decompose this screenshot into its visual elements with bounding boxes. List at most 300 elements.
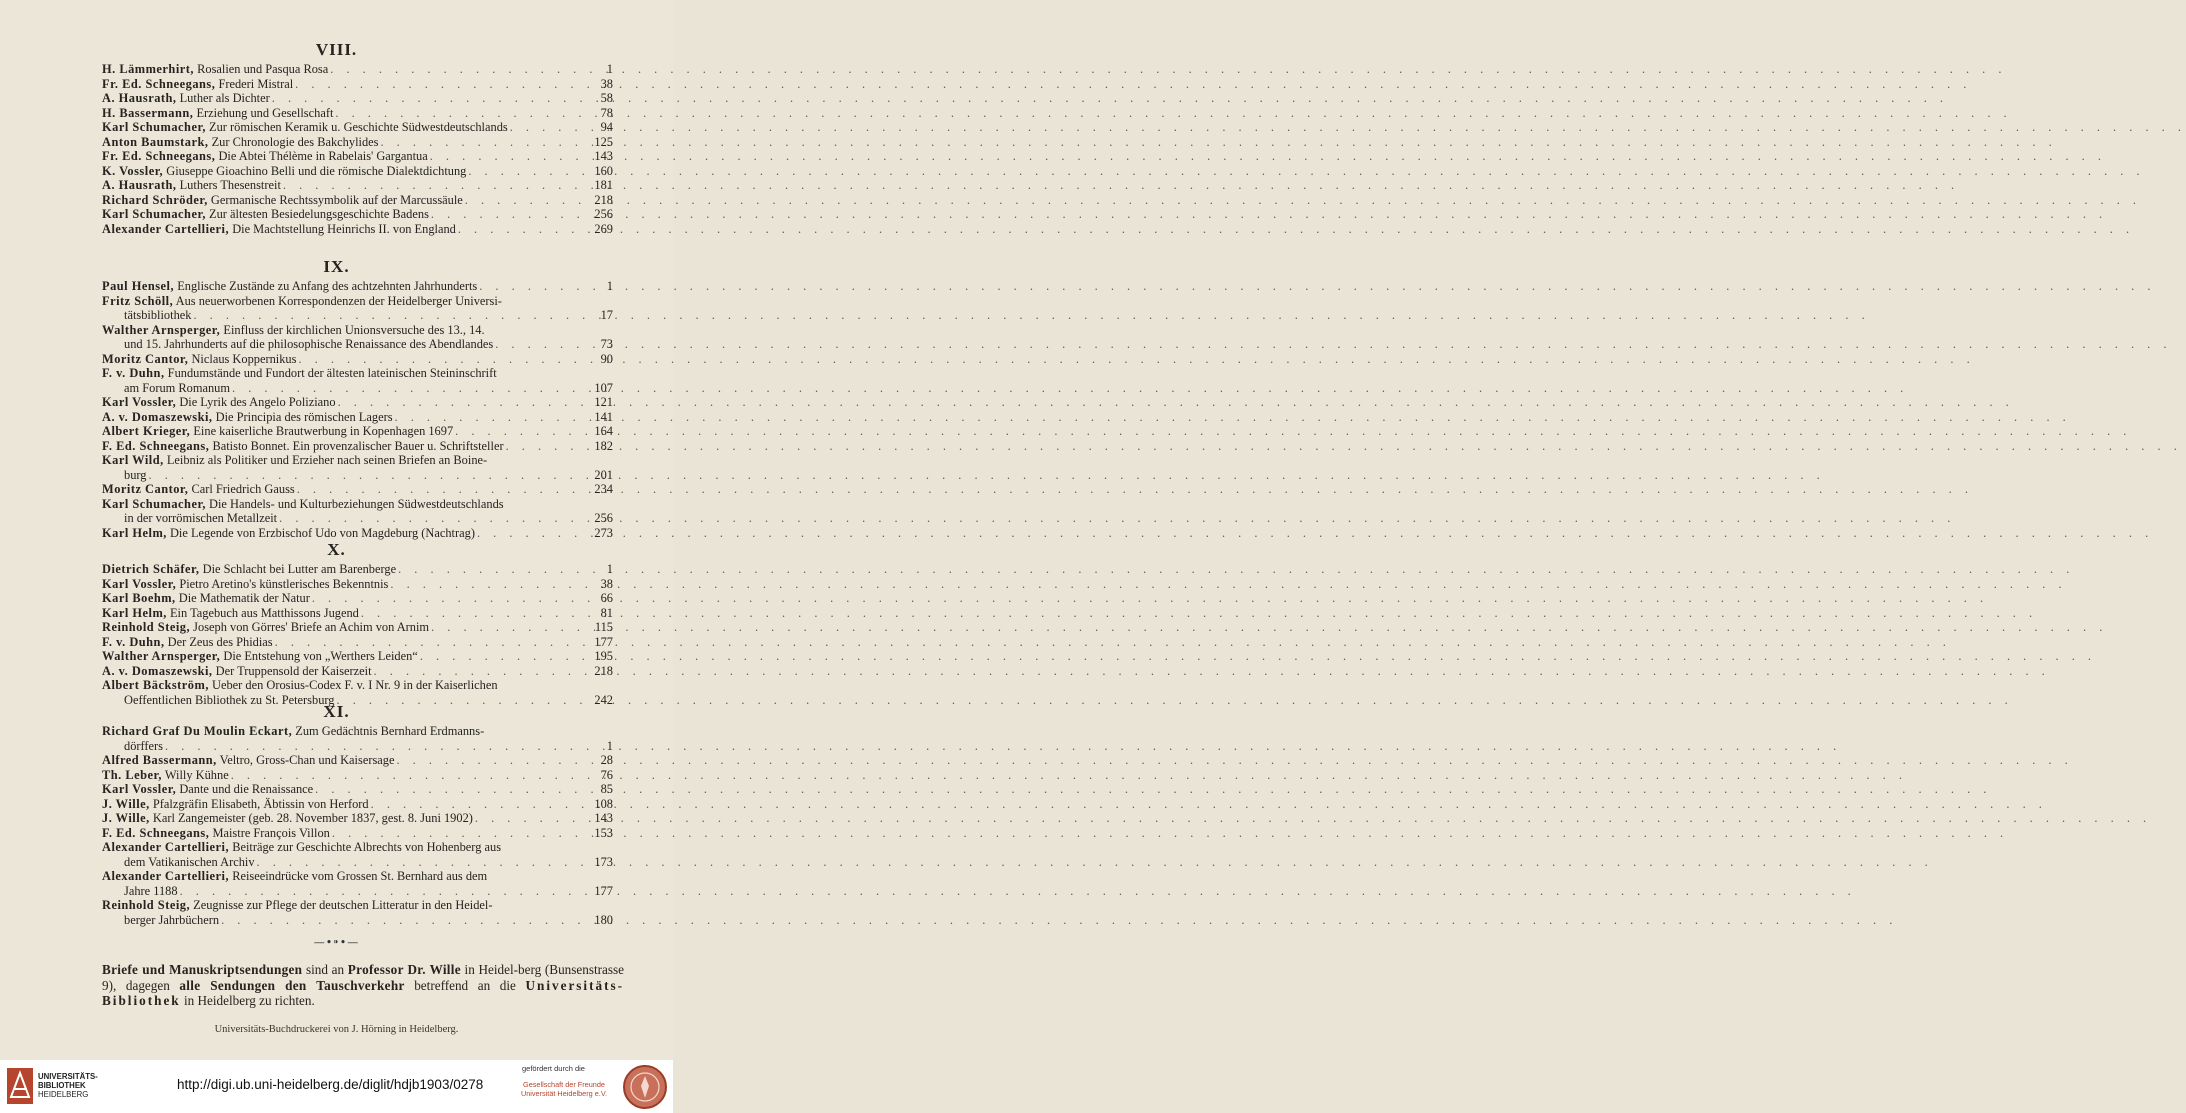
entry-title: Maistre François Villon <box>212 825 330 840</box>
entry-author: H. Lämmerhirt, <box>102 62 194 76</box>
correspondence-notice <box>102 962 624 1009</box>
dot-leader <box>428 149 595 164</box>
entry-title: Frederi Mistral <box>218 76 294 91</box>
entry-title: Veltro, Gross-Chan und Kaisersage <box>219 753 395 767</box>
toc-entry[interactable] <box>102 193 613 208</box>
entry-title: Die Schlacht bei Lutter am Barenberge <box>202 562 397 576</box>
entry-page-number: 1 <box>606 279 613 293</box>
toc-entry[interactable] <box>102 591 613 606</box>
entry-page-number: 121 <box>594 395 613 409</box>
toc-entry[interactable] <box>102 323 613 352</box>
toc-entry-line <box>102 149 613 164</box>
entry-author: J. Wille, <box>102 796 150 811</box>
toc-entry-line <box>102 222 613 237</box>
dot-leader <box>178 884 595 899</box>
entry-author: Albert Bäckström, <box>102 678 209 692</box>
entry-title: Die Principia des römischen Lagers <box>215 409 393 424</box>
entry-title: Germanische Rechtssymbolik auf der Marcussäule <box>210 192 463 207</box>
entry-title: Leibniz als Politiker und Erzieher nach seinen Briefen an Boine- <box>166 453 488 467</box>
entry-title: Batisto Bonnet. Ein provenzalischer Bauer u. Schriftsteller <box>212 438 504 453</box>
toc-entry-line <box>102 577 613 592</box>
toc-entry-line <box>102 526 613 541</box>
toc-entry-line <box>102 62 613 77</box>
dot-leader <box>504 439 595 454</box>
dot-leader <box>296 352 597 367</box>
entry-page-number: 182 <box>594 438 613 453</box>
entry-author: Fritz Schöll, <box>102 293 174 308</box>
digitization-footer <box>0 1060 673 1113</box>
entry-page-number: 38 <box>600 76 613 91</box>
dot-leader <box>270 91 597 106</box>
sponsor-name <box>514 1080 614 1098</box>
entry-page-number: 141 <box>594 409 613 424</box>
entry-page-number: 115 <box>594 620 613 634</box>
entry-page-number: 1 <box>606 562 613 576</box>
dot-leader <box>475 526 594 541</box>
library-logo-icon <box>6 1067 34 1105</box>
dot-leader <box>463 193 595 208</box>
entry-title: Einfluss der kirchlichen Unionsversuche des 13., 14. <box>223 322 485 337</box>
entry-author: Karl Boehm, <box>102 591 176 605</box>
toc-entry[interactable] <box>102 120 613 135</box>
toc-entry-line <box>102 635 613 650</box>
toc-entry-line <box>102 424 613 439</box>
notice-text-1: sind an <box>302 962 348 977</box>
entry-author: Reinhold Steig, <box>102 898 191 912</box>
entry-author: Karl Schumacher, <box>102 120 206 134</box>
dot-leader <box>396 562 597 577</box>
entry-title: Ueber den Orosius-Codex F. v. I Nr. 9 in der Kaiserlichen <box>212 678 498 692</box>
dot-leader <box>418 649 595 664</box>
toc-entry[interactable] <box>102 352 613 367</box>
sponsor-label: gefördert durch die <box>522 1064 585 1073</box>
dot-leader <box>393 410 595 425</box>
toc-entry-line <box>102 898 613 913</box>
dot-leader <box>230 381 594 396</box>
dot-leader <box>473 811 595 826</box>
toc-entry-line <box>102 453 613 468</box>
entry-title: Jahre 1188 <box>124 883 178 898</box>
entry-title: dörffers <box>124 738 163 753</box>
toc-entry[interactable] <box>102 753 613 768</box>
entry-author: H. Bassermann, <box>102 105 194 120</box>
toc-entry[interactable] <box>102 826 613 841</box>
entry-title: burg <box>124 467 147 482</box>
entry-author: Alexander Cartellieri, <box>102 840 230 854</box>
toc-entry[interactable] <box>102 768 613 783</box>
entry-page-number: 269 <box>594 221 613 236</box>
dot-leader <box>369 797 595 812</box>
notice-text-4: in Heidelberg zu richten. <box>180 993 315 1008</box>
toc-entry-line <box>102 768 613 783</box>
toc-entry-line <box>102 135 613 150</box>
entry-title: Ein Tagebuch aus Matthissons Jugend <box>169 605 359 620</box>
toc-entry[interactable] <box>102 782 613 797</box>
entry-title: Pietro Aretino's künstlerisches Bekenntnis <box>179 576 389 591</box>
dot-leader <box>328 62 597 77</box>
entry-title: Die Entstehung von „Werthers Leiden“ <box>223 649 418 663</box>
dot-leader <box>477 279 597 294</box>
entry-author: Dietrich Schäfer, <box>102 562 200 576</box>
dot-leader <box>147 468 595 483</box>
toc-entry[interactable] <box>102 207 613 222</box>
entry-title: dem Vatikanischen Archiv <box>124 854 255 869</box>
toc-entry[interactable] <box>102 664 613 679</box>
toc-entry-line <box>102 724 613 739</box>
dot-leader <box>219 913 594 928</box>
entry-title: Niclaus Koppernikus <box>191 351 297 366</box>
toc-entry-line <box>102 620 613 635</box>
dot-leader <box>310 591 597 606</box>
toc-entry-line <box>102 913 613 928</box>
library-name-line3: HEIDELBERG <box>38 1090 89 1099</box>
toc-entry-line <box>102 439 613 454</box>
dot-leader <box>388 577 597 592</box>
toc-entry-line <box>102 811 613 826</box>
entry-page-number: 195 <box>594 649 613 663</box>
toc-entry[interactable] <box>102 294 613 323</box>
entry-author: Alexander Cartellieri, <box>102 869 230 883</box>
entry-page-number: 218 <box>594 663 613 678</box>
toc-entry-line <box>102 294 613 309</box>
entry-author: Moritz Cantor, <box>102 351 189 366</box>
entry-author: Karl Vossler, <box>102 395 177 409</box>
dot-leader <box>273 635 595 650</box>
toc-entry[interactable] <box>102 453 613 482</box>
entry-author: Karl Vossler, <box>102 576 177 591</box>
entry-title: tätsbibliothek <box>124 308 192 322</box>
entry-author: F. Ed. Schneegans, <box>102 438 210 453</box>
entry-page-number: 164 <box>594 424 613 438</box>
toc-entry[interactable] <box>102 840 613 869</box>
dot-leader <box>163 739 597 754</box>
toc-entry-line <box>102 279 613 294</box>
volume-heading: X. <box>327 540 346 559</box>
entry-title: Willy Kühne <box>164 767 229 782</box>
dot-leader <box>293 77 597 92</box>
entry-title: Erziehung und Gesellschaft <box>196 105 334 120</box>
toc-entry[interactable] <box>102 577 613 592</box>
dot-leader <box>330 826 595 841</box>
toc-entry-line <box>102 323 613 338</box>
toc-entry-line <box>102 826 613 841</box>
entry-title: Dante und die Renaissance <box>179 782 314 796</box>
entry-author: Paul Hensel, <box>102 279 175 293</box>
entry-title: Die Mathematik der Natur <box>178 591 310 605</box>
toc-entry[interactable] <box>102 366 613 395</box>
toc-entry-line <box>102 308 613 323</box>
entry-title: am Forum Romanum <box>124 380 231 395</box>
entry-author: Karl Schumacher, <box>102 207 206 221</box>
dot-leader <box>295 482 595 497</box>
dot-leader <box>508 120 597 135</box>
dot-leader <box>333 106 597 121</box>
entry-page-number: 81 <box>600 605 613 620</box>
notice-text-3: betreffend an die <box>404 977 526 993</box>
volume-heading: IX. <box>323 257 350 276</box>
toc-entry[interactable] <box>102 439 613 454</box>
entry-author: A. Hausrath, <box>102 178 177 192</box>
entry-author: Albert Krieger, <box>102 424 191 438</box>
toc-entry-line <box>102 782 613 797</box>
toc-entry-line <box>102 869 613 884</box>
dot-leader <box>456 222 595 237</box>
permalink-url[interactable]: http://digi.ub.uni-heidelberg.de/diglit/hdjb1903/0278 <box>177 1077 484 1092</box>
entry-author: Walther Arnsperger, <box>102 322 221 337</box>
entry-page-number: 173 <box>594 854 613 869</box>
entry-title: Zur ältesten Besiedelungsgeschichte Badens <box>209 207 429 221</box>
entry-title: Zur römischen Keramik u. Geschichte Südwestdeutschlands <box>209 120 508 134</box>
printer-imprint: Universitäts-Buchdruckerei von J. Hörning in Heidelberg. <box>214 1024 459 1035</box>
toc-entry[interactable] <box>102 135 613 150</box>
entry-author: Richard Graf Du Moulin Eckart, <box>102 724 293 738</box>
toc-entry[interactable] <box>102 424 613 439</box>
entry-title: und 15. Jahrhunderts auf die philosophische Renaissance des Abendlandes <box>124 337 494 351</box>
entry-page-number: 143 <box>594 149 613 163</box>
ornament-divider: —•⁍•— <box>313 936 360 949</box>
toc-entry[interactable] <box>102 898 613 927</box>
dot-leader <box>466 164 594 179</box>
dot-leader <box>229 768 597 783</box>
toc-entry[interactable] <box>102 164 613 179</box>
entry-title: Eine kaiserliche Brautwerbung in Kopenhagen 1697 <box>193 424 454 438</box>
entry-author: F. v. Duhn, <box>102 634 165 649</box>
entry-title: Pfalzgräfin Elisabeth, Äbtissin von Herford <box>152 796 369 811</box>
toc-entry-line <box>102 664 613 679</box>
toc-entry[interactable] <box>102 724 613 753</box>
toc-entry-line <box>102 797 613 812</box>
toc-entry[interactable] <box>102 797 613 812</box>
entry-page-number: 58 <box>600 91 613 105</box>
entry-title: Die Abtei Thélème in Rabelais' Gargantua <box>218 149 428 163</box>
entry-author: Karl Helm, <box>102 605 167 620</box>
toc-entry-line <box>102 193 613 208</box>
dot-leader <box>372 664 595 679</box>
toc-entry-line <box>102 739 613 754</box>
toc-entry-line <box>102 381 613 396</box>
entry-author: F. v. Duhn, <box>102 366 165 380</box>
toc-entry[interactable] <box>102 620 613 635</box>
toc-entry[interactable] <box>102 395 613 410</box>
toc-entry-line <box>102 77 613 92</box>
sponsor-line1: Gesellschaft der Freunde <box>523 1080 605 1089</box>
entry-page-number: 143 <box>594 811 613 825</box>
dot-leader <box>429 207 595 222</box>
library-name-line1: UNIVERSITÄTS- <box>38 1072 98 1081</box>
toc-entry-line <box>102 337 613 352</box>
entry-title: Englische Zustände zu Anfang des achtzehnten Jahrhunderts <box>177 279 478 293</box>
entry-title: Luthers Thesenstreit <box>179 178 281 192</box>
entry-title: Joseph von Görres' Briefe an Achim von Arnim <box>193 620 430 634</box>
toc-entry-line <box>102 591 613 606</box>
dot-leader <box>493 337 597 352</box>
toc-entry-line <box>102 840 613 855</box>
toc-entry[interactable] <box>102 606 613 621</box>
entry-title: Zum Gedächtnis Bernhard Erdmanns- <box>295 724 485 738</box>
toc-entry[interactable] <box>102 497 613 526</box>
entry-page-number: 256 <box>594 511 613 525</box>
entry-title: Der Truppensold der Kaiserzeit <box>215 663 372 678</box>
toc-entry-line <box>102 511 613 526</box>
toc-entry[interactable] <box>102 482 613 497</box>
toc-entry[interactable] <box>102 77 613 92</box>
entry-page-number: 177 <box>594 634 613 649</box>
notice-text-2: in Heidel-berg (Bunsenstrasse 9), dagegen <box>102 962 625 993</box>
entry-page-number: 273 <box>594 525 613 540</box>
toc-entry[interactable] <box>102 106 613 121</box>
dot-leader <box>394 753 597 768</box>
entry-author: Karl Wild, <box>102 453 164 467</box>
entry-author: Fr. Ed. Schneegans, <box>102 76 216 91</box>
toc-entry-line <box>102 855 613 870</box>
entry-page-number: 17 <box>600 308 613 322</box>
entry-page-number: 1 <box>606 738 613 753</box>
dot-leader <box>191 308 597 323</box>
dot-leader <box>429 620 595 635</box>
entry-page-number: 180 <box>594 912 613 927</box>
toc-entry-line <box>102 753 613 768</box>
library-name-line2: BIBLIOTHEK <box>38 1081 86 1090</box>
toc-entry-line <box>102 678 613 693</box>
entry-page-number: 76 <box>600 767 613 782</box>
entry-title: Karl Zangemeister (geb. 28. November 1837, gest. 8. Juni 1902) <box>152 811 473 825</box>
toc-entry[interactable] <box>102 635 613 650</box>
toc-entry[interactable] <box>102 62 613 77</box>
toc-entry-line <box>102 120 613 135</box>
entry-title: Die Machtstellung Heinrichs II. von England <box>232 221 456 236</box>
entry-page-number: 107 <box>594 380 613 395</box>
entry-title: Beiträge zur Geschichte Albrechts von Hohenberg aus <box>232 840 502 854</box>
sponsor-line2: Universität Heidelberg e.V. <box>520 1089 608 1098</box>
entry-page-number: 177 <box>594 883 613 898</box>
notice-bold-3: alle Sendungen den Tauschverkehr <box>179 977 405 993</box>
toc-entry[interactable] <box>102 222 613 237</box>
entry-page-number: 160 <box>594 163 613 178</box>
toc-entry-line <box>102 497 613 512</box>
toc-entry-line <box>102 482 613 497</box>
volume-heading: XI. <box>323 702 350 721</box>
toc-entry[interactable] <box>102 526 613 541</box>
entry-title: Oeffentlichen Bibliothek zu St. Petersburg <box>124 692 335 707</box>
dot-leader <box>453 424 594 439</box>
entry-author: A. v. Domaszewski, <box>102 409 213 424</box>
entry-title: Reiseeindrücke vom Grossen St. Bernhard aus dem <box>232 869 488 883</box>
entry-page-number: 66 <box>600 591 613 605</box>
entry-page-number: 234 <box>594 482 613 496</box>
entry-page-number: 181 <box>594 178 613 192</box>
entry-page-number: 242 <box>594 692 613 707</box>
scanned-page <box>0 0 673 1060</box>
entry-page-number: 256 <box>594 207 613 221</box>
entry-title: Die Lyrik des Angelo Poliziano <box>179 395 336 409</box>
entry-page-number: 90 <box>600 351 613 366</box>
toc-entry[interactable] <box>102 410 613 425</box>
entry-author: J. Wille, <box>102 811 150 825</box>
toc-entry-line <box>102 606 613 621</box>
toc-entry[interactable] <box>102 562 613 577</box>
entry-author: Th. Leber, <box>102 767 162 782</box>
entry-title: Der Zeus des Phidias <box>167 634 273 649</box>
notice-bold-4: Universitäts-Bibliothek <box>102 977 624 1008</box>
toc-entry[interactable] <box>102 649 613 664</box>
entry-title: Luther als Dichter <box>179 91 270 105</box>
entry-title: in der vorrömischen Metallzeit <box>124 511 278 525</box>
toc-entry-line <box>102 395 613 410</box>
entry-author: Karl Schumacher, <box>102 496 206 511</box>
entry-title: Aus neuerworbenen Korrespondenzen der Heidelberger Universi- <box>175 293 502 308</box>
toc-entry[interactable] <box>102 279 613 294</box>
entry-author: K. Vossler, <box>102 163 164 178</box>
entry-page-number: 38 <box>600 576 613 591</box>
toc-entry[interactable] <box>102 869 613 898</box>
entry-page-number: 125 <box>594 134 613 149</box>
entry-author: Richard Schröder, <box>102 192 208 207</box>
entry-author: Karl Vossler, <box>102 782 177 796</box>
toc-entry-line <box>102 562 613 577</box>
volume-heading: VIII. <box>315 40 358 59</box>
dot-leader <box>281 178 595 193</box>
toc-entry-line <box>102 366 613 381</box>
toc-entry[interactable] <box>102 149 613 164</box>
entry-title: Die Legende von Erzbischof Udo von Magdeburg (Nachtrag) <box>169 525 475 540</box>
dot-leader <box>359 606 597 621</box>
entry-author: Fr. Ed. Schneegans, <box>102 149 216 163</box>
toc-entry-line <box>102 164 613 179</box>
entry-author: F. Ed. Schneegans, <box>102 825 210 840</box>
dot-leader <box>255 855 595 870</box>
toc-entry-line <box>102 410 613 425</box>
toc-entry-line <box>102 884 613 899</box>
library-name <box>38 1072 98 1099</box>
toc-entry[interactable] <box>102 178 613 193</box>
entry-page-number: 201 <box>594 467 613 482</box>
dot-leader <box>336 395 595 410</box>
entry-page-number: 108 <box>594 796 613 811</box>
dot-leader <box>378 135 594 150</box>
toc-entry-line <box>102 468 613 483</box>
entry-page-number: 85 <box>600 782 613 796</box>
entry-page-number: 28 <box>600 753 613 767</box>
toc-entry-line <box>102 178 613 193</box>
entry-title: Fundumstände und Fundort der ältesten lateinischen Steininschrift <box>167 366 497 380</box>
toc-entry[interactable] <box>102 811 613 826</box>
entry-page-number: 153 <box>594 825 613 840</box>
dot-leader <box>277 511 594 526</box>
toc-entry-line <box>102 106 613 121</box>
entry-page-number: 94 <box>600 120 613 134</box>
toc-entry-line <box>102 649 613 664</box>
entry-author: Anton Baumstark, <box>102 134 209 149</box>
entry-title: Giuseppe Gioachino Belli und die römische Dialektdichtung <box>166 163 467 178</box>
entry-author: Karl Helm, <box>102 525 167 540</box>
entry-title: Zeugnisse zur Pflege der deutschen Litteratur in den Heidel- <box>193 898 493 912</box>
entry-author: Walther Arnsperger, <box>102 649 221 663</box>
entry-author: Reinhold Steig, <box>102 620 191 634</box>
entry-author: Moritz Cantor, <box>102 482 189 496</box>
entry-title: Die Handels- und Kulturbeziehungen Südwestdeutschlands <box>209 496 504 511</box>
entry-author: A. v. Domaszewski, <box>102 663 213 678</box>
entry-page-number: 73 <box>600 337 613 351</box>
entry-page-number: 1 <box>606 62 613 76</box>
entry-author: Alexander Cartellieri, <box>102 221 230 236</box>
toc-entry[interactable] <box>102 91 613 106</box>
entry-title: berger Jahrbüchern <box>124 912 220 927</box>
university-seal-icon <box>622 1064 668 1110</box>
entry-page-number: 78 <box>600 105 613 120</box>
toc-entry-line <box>102 352 613 367</box>
entry-author: Alfred Bassermann, <box>102 753 217 767</box>
notice-bold-1: Briefe und Manuskriptsendungen <box>102 962 303 977</box>
